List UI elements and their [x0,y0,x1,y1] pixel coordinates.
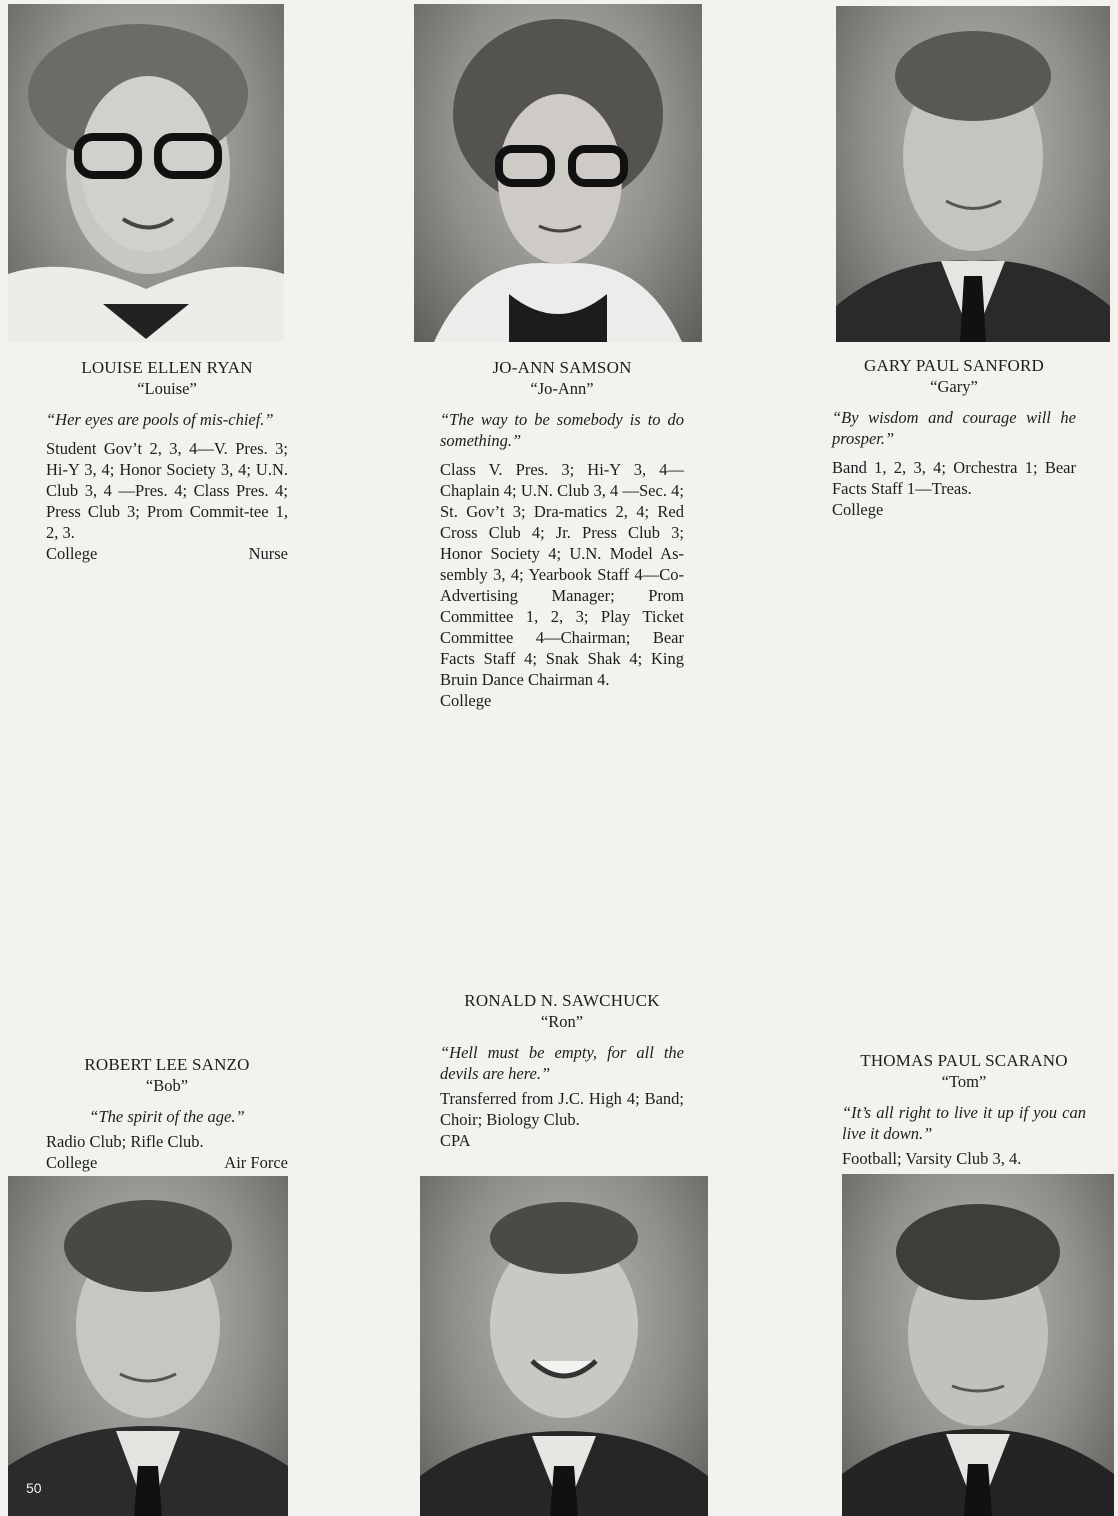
plan-left: College [46,1153,98,1172]
student-entry-gary-sanford [832,355,1076,520]
student-activities: Radio Club; Rifle Club. [46,1132,204,1151]
student-name: LOUISE ELLEN RYAN [81,358,253,377]
student-entry-jo-ann-samson [440,357,684,711]
student-activities: Football; Varsity Club 3, 4. [842,1149,1022,1168]
plan-right: Air Force [224,1153,288,1172]
portrait-photo-jo-ann-samson [414,4,702,342]
portrait-photo-thomas-scarano [842,1174,1114,1516]
plan-left: College [440,691,492,710]
student-plans [440,1130,684,1151]
student-nickname: “Gary” [930,377,978,396]
student-name: JO-ANN SAMSON [492,358,632,377]
student-nickname: “Tom” [941,1072,987,1091]
student-entry-thomas-scarano [842,1050,1086,1169]
student-entry-robert-sanzo [46,1054,288,1173]
student-activities: Class V. Pres. 3; Hi-Y 3, 4—Chaplain 4; U.N. Club 3, 4 —Sec. 4; St. Gov’t 3; Dra-matics 2, 4; Red Cross Club 4; Jr. Press Club 3; Honor Society 4; U.N. Model As-sembly 3, 4; Yearbook Staff 4—Co-Advertising Manager; Prom Committee 1, 2, 3; Play Ticket Committee 4—Chairman; Bear Facts Staff 4; Snak Shak 4; King Bruin Dance Chairman 4. [440,460,684,689]
student-nickname: “Louise” [137,379,197,398]
student-name: RONALD N. SAWCHUCK [464,991,660,1010]
portrait-photo-robert-sanzo [8,1176,288,1516]
student-entry-ronald-sawchuck [440,990,684,1151]
plan-right: Nurse [248,544,288,563]
student-activities: Student Gov’t 2, 3, 4—V. Pres. 3; Hi-Y 3, 4; Honor Society 3, 4; U.N. Club 3, 4 —Pres. 4; Class Pres. 4; Press Club 3; Prom Commit-tee 1, 2, 3. [46,439,288,542]
student-plans [832,499,1076,520]
student-quote: “The way to be somebody is to do something.” [440,410,684,450]
plan-left: College [832,500,884,519]
plan-left: CPA [440,1131,471,1150]
student-name: ROBERT LEE SANZO [84,1055,250,1074]
student-plans [46,1152,288,1173]
student-quote: “It’s all right to live it up if you can live it down.” [842,1103,1086,1143]
student-quote: “Her eyes are pools of mis-chief.” [46,410,274,429]
portrait-photo-ronald-sawchuck [420,1176,708,1516]
student-quote: “By wisdom and courage will he prosper.” [832,408,1076,448]
student-name: GARY PAUL SANFORD [863,356,1045,375]
student-name: THOMAS PAUL SCARANO [860,1051,1068,1070]
student-nickname: “Ron” [540,1012,584,1031]
portrait-photo-gary-sanford [836,6,1110,342]
student-nickname: “Bob” [145,1076,189,1095]
student-activities: Band 1, 2, 3, 4; Orchestra 1; Bear Facts Staff 1—Treas. [832,458,1076,498]
student-plans [440,690,684,711]
student-activities: Transferred from J.C. High 4; Band; Choir; Biology Club. [440,1089,684,1129]
student-entry-louise-ryan [46,357,288,564]
student-quote: “The spirit of the age.” [89,1107,245,1126]
portrait-photo-louise-ryan [8,4,284,342]
student-nickname: “Jo-Ann” [530,379,594,398]
student-plans [46,543,288,564]
student-quote: “Hell must be empty, for all the devils are here.” [440,1043,684,1083]
page-number: 50 [26,1480,42,1496]
plan-left: College [46,544,98,563]
